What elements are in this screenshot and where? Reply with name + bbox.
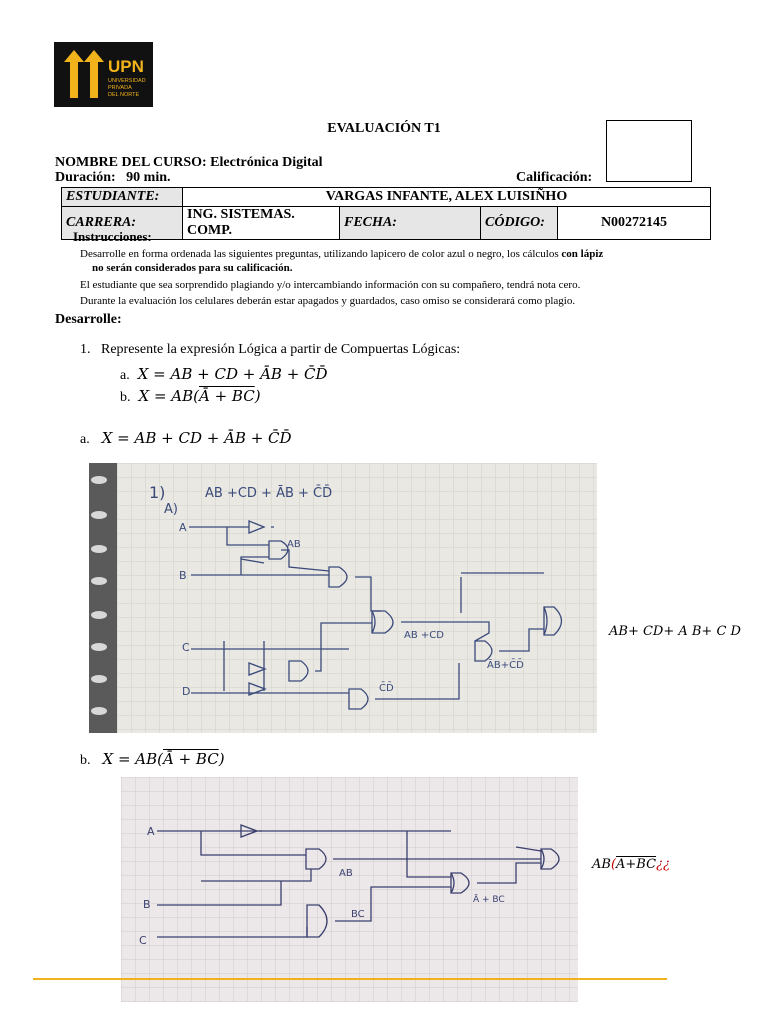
instruction-2: El estudiante que sea sorprendido plagiando y/o intercambiando información con su compañero, tendrá nota cero. [80,279,581,291]
equation-b: X = AB(Ā + BC) [138,387,261,405]
question-1: 1. Represente la expresión Lógica a partir de Compuertas Lógicas: [80,342,461,357]
footer-line [33,978,667,980]
section-heading: Desarrolle: [55,312,122,327]
circuit-photo-a [89,463,597,733]
result-expression-a: AB+ CD+ A B+ C D [609,624,741,639]
result-expression-b: AB(A+BC¿¿ [592,857,671,872]
svg-text:AB: AB [339,868,353,879]
svg-text:PRIVADA: PRIVADA [108,85,132,91]
solution-b-heading: b. X = AB(Ā + BC) [80,750,225,768]
svg-text:AB: AB [287,539,301,550]
date-label: FECHA: [340,207,481,240]
student-label: ESTUDIANTE: [62,188,183,207]
svg-text:BC: BC [351,909,365,920]
page-title: EVALUACIÓN T1 [327,121,441,136]
duration: Duración: 90 min. [55,170,171,185]
grade-label: Calificación: [516,170,593,185]
svg-text:D: D [182,685,191,698]
instructions-heading: Instrucciones: [73,229,152,244]
code-label: CÓDIGO: [481,207,558,240]
instruction-1-cont: no serán considerados para su calificación. [92,262,293,274]
svg-text:C: C [139,934,147,947]
student-info-table [61,187,711,240]
career-label: CARRERA: [62,207,183,240]
svg-text:AB +CD + ĀB + C̄D̄: AB +CD + ĀB + C̄D̄ [205,486,333,501]
circuit-photo-b [121,777,578,1002]
career-value: ING. SISTEMAS. COMP. [183,207,340,240]
svg-text:Ā + BC: Ā + BC [473,895,505,905]
svg-text:ĀB+C̄D̄: ĀB+C̄D̄ [487,660,524,671]
question-item-a: a. X = AB + CD + ĀB + C̄D̄ [120,365,328,383]
svg-text:C̄D̄: C̄D̄ [379,683,394,694]
svg-text:A: A [179,521,187,534]
instruction-1: Desarrolle en forma ordenada las siguientes preguntas, utilizando lapicero de color azul o negro, los cálculos con lápiz [80,248,604,260]
svg-text:AB +CD: AB +CD [404,630,444,641]
student-name: VARGAS INFANTE, ALEX LUISIÑHO [183,188,711,207]
question-item-b: b. X = AB(Ā + BC) [120,387,261,405]
svg-text:A): A) [164,502,178,517]
code-value: N00272145 [558,207,711,240]
svg-text:1): 1) [149,483,166,502]
svg-text:C: C [182,641,190,654]
upn-logo [54,42,153,107]
svg-text:UNIVERSIDAD: UNIVERSIDAD [108,78,146,84]
solution-a-heading: a. X = AB + CD + ĀB + C̄D̄ [80,429,292,447]
svg-text:DEL NORTE: DEL NORTE [108,92,140,98]
svg-text:B: B [143,898,151,911]
svg-text:A: A [147,825,155,838]
course-name: NOMBRE DEL CURSO: Electrónica Digital [55,155,323,170]
logo-text: UPN [108,57,144,76]
equation-a: X = AB + CD + ĀB + C̄D̄ [137,365,328,383]
instruction-3: Durante la evaluación los celulares deberán estar apagados y guardados, caso omiso se considerará como plagio. [80,295,576,307]
grade-box [606,120,692,182]
svg-text:B: B [179,569,187,582]
